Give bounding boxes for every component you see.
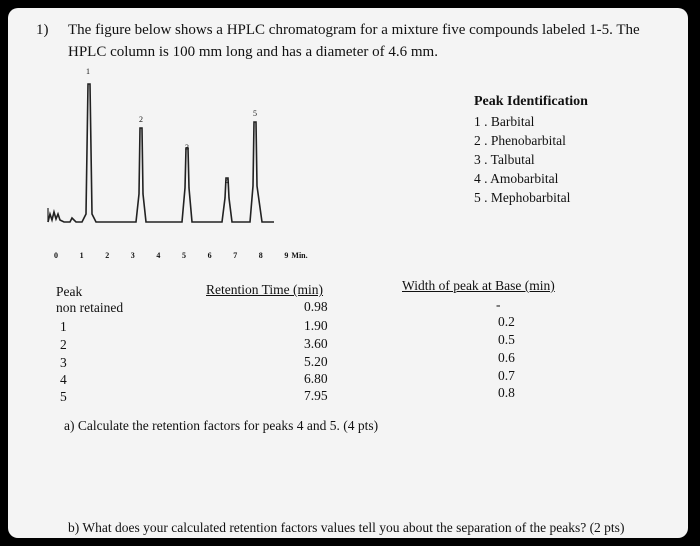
question-part-b: b) What does your calculated retention factors values tell you about the separation of the peaks? (2 pts) — [68, 520, 625, 535]
axis-tick-label: 5 — [182, 251, 186, 260]
table-cell-retention: 5.20 — [304, 354, 328, 369]
axis-tick-label: 2 — [105, 251, 110, 260]
table-cell-retention: 7.95 — [304, 388, 328, 403]
table-cell-width: 0.6 — [498, 350, 515, 365]
header-peak-width: Width of peak at Base (min) — [402, 278, 555, 293]
header-retention-time: Retention Time (min) — [206, 282, 324, 297]
peak-id-item: 2 . Phenobarbital — [474, 133, 566, 148]
chromatogram-trace — [48, 84, 274, 222]
table-cell-width: 0.2 — [498, 314, 515, 329]
worksheet — [8, 8, 688, 538]
table-cell-peak: 1 — [60, 319, 67, 334]
axis-unit-label: Min. — [291, 251, 308, 260]
table-cell-width: 0.5 — [498, 332, 515, 347]
table-cell-peak: non retained — [56, 300, 124, 315]
peak-label-2: 2 — [139, 115, 143, 124]
time-axis — [54, 251, 308, 260]
axis-tick-label: 1 — [79, 251, 84, 260]
axis-tick-label: 7 — [233, 251, 238, 260]
axis-tick-label: 0 — [54, 251, 58, 260]
peak-label-3: 3 — [185, 143, 189, 152]
peak-label-4: 4 — [225, 177, 229, 186]
table-cell-peak: 5 — [60, 389, 67, 404]
table-cell-width: - — [496, 297, 501, 312]
table-cell-retention: 6.80 — [304, 371, 328, 386]
table-cell-width: 0.8 — [498, 385, 515, 400]
table-cell-retention: 3.60 — [304, 336, 328, 351]
axis-tick-label: 3 — [130, 251, 135, 260]
peak-id-item: 1 . Barbital — [474, 114, 535, 129]
question-text-line1: The figure below shows a HPLC chromatogram for a mixture five compounds labeled 1-5. The — [68, 22, 640, 38]
table-cell-peak: 2 — [60, 337, 67, 352]
peak-label-1: 1 — [86, 67, 90, 76]
peak-id-item: 3 . Talbutal — [474, 152, 535, 167]
peak-id-item: 5 . Mephobarbital — [474, 190, 571, 205]
table-cell-width: 0.7 — [498, 368, 515, 383]
table-cell-retention: 0.98 — [304, 299, 328, 314]
table-cell-peak: 3 — [60, 355, 67, 370]
axis-tick-label: 8 — [258, 251, 263, 260]
axis-tick-label: 4 — [156, 251, 161, 260]
peak-id-item: 4 . Amobarbital — [474, 171, 559, 186]
hplc-chromatogram — [44, 64, 314, 264]
table-cell-retention: 1.90 — [304, 318, 328, 333]
peak-label-5: 5 — [253, 109, 257, 118]
axis-tick-label: 6 — [207, 251, 212, 260]
question-part-a: a) Calculate the retention factors for peaks 4 and 5. (4 pts) — [64, 418, 379, 433]
peak-identification-title: Peak Identification — [474, 94, 588, 109]
header-peak: Peak — [56, 284, 83, 299]
axis-tick-label: 9 — [284, 251, 289, 260]
question-number: 1) — [36, 22, 49, 38]
question-text-line2: HPLC column is 100 mm long and has a diameter of 4.6 mm. — [68, 44, 438, 60]
table-cell-peak: 4 — [60, 372, 67, 387]
